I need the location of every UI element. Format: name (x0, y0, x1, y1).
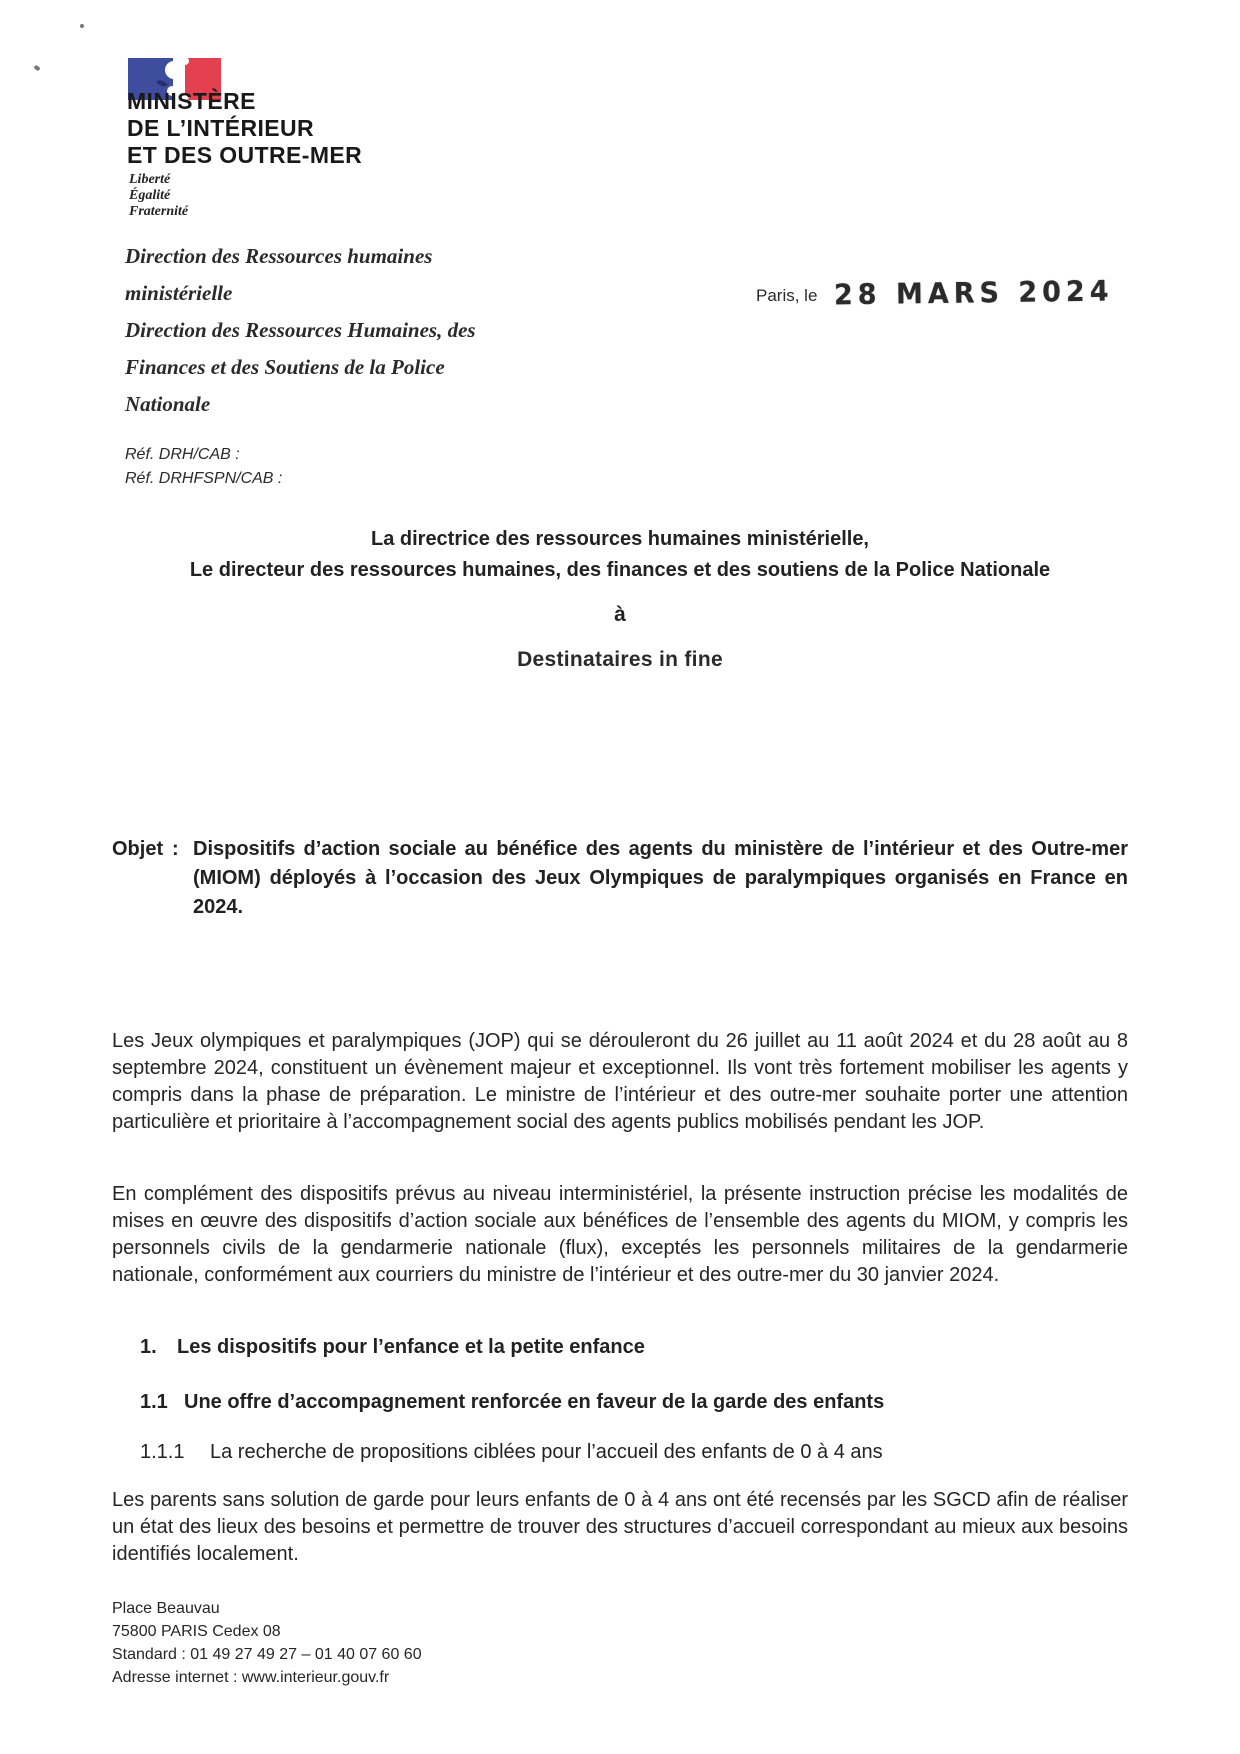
heading-1-1-text: Une offre d’accompagnement renforcée en faveur de la garde des enfants (184, 1391, 885, 1413)
letterhead-footer (112, 1597, 422, 1689)
subject-block (112, 835, 1128, 922)
direction-line: Direction des Ressources humaines (125, 244, 433, 268)
ministry-title-line: MINISTÈRE (127, 88, 256, 114)
date-stamp: 28 MARS 2024 (833, 275, 1114, 312)
place-date-label: Paris, le (756, 286, 818, 305)
scan-artifact-dot (80, 24, 84, 28)
direction-line: Nationale (125, 392, 211, 416)
footer-phone-line: Standard : 01 49 27 49 27 – 01 40 07 60 60 (112, 1646, 422, 1663)
sender-titles (112, 524, 1128, 586)
subject-label (112, 835, 193, 922)
scan-artifact-dot (33, 65, 40, 72)
footer-address-line: 75800 PARIS Cedex 08 (112, 1623, 281, 1640)
motto-line: Égalité (129, 188, 171, 203)
sender-title-line: Le directeur des ressources humaines, des finances et des soutiens de la Police Nationale (189, 559, 1051, 581)
body-paragraph-2: En complément des dispositifs prévus au niveau interministériel, la présente instruction précise les modalités de mises en œuvre des dispositifs d’action sociale aux bénéfices de l’ensemble des agents du MIOM, y compris les personnels civils de la gendarmerie nationale (flux), exceptés les personnels militaires de la gendarmerie nationale, conformément aux courriers du ministre de l’intérieur et des outre-mer du 30 janvier 2024. (112, 1183, 1128, 1286)
subject-text: Dispositifs d’action sociale au bénéfice des agents du ministère de l’intérieur et des Outre-mer (MIOM) déployés à l’occasion des Jeux Olympiques de paralympiques organisés en France en 2024. (193, 838, 1128, 918)
body-paragraph-1: Les Jeux olympiques et paralympiques (JOP) qui se dérouleront du 26 juillet au 11 août 2024 et du 28 août au 8 septembre 2024, constituent un évènement majeur et exceptionnel. Ils vont très fortement mobiliser les agents y compris dans la phase de préparation. Le ministre de l’intérieur et des outre-mer souhaite porter une attention particulière et prioritaire à l’accompagnement social des agents publics mobilisés pendant les JOP. (112, 1030, 1128, 1133)
reference-line: Réf. DRHFSPN/CAB : (125, 470, 283, 487)
reference-block (125, 443, 282, 491)
heading-1-text: Les dispositifs pour l’enfance et la petite enfance (177, 1336, 645, 1358)
issuing-directions (125, 238, 476, 423)
heading-1-1-1 (140, 1441, 1130, 1464)
direction-line: ministérielle (125, 281, 233, 305)
addressee-connector: à (614, 603, 626, 626)
sender-title-line: La directrice des ressources humaines ministérielle, (370, 528, 869, 550)
ministry-title-line: DE L’INTÉRIEUR (127, 115, 315, 141)
footer-website-line: Adresse internet : www.interieur.gouv.fr (112, 1669, 390, 1686)
heading-1-1-1-text: La recherche de propositions ciblées pour l’accueil des enfants de 0 à 4 ans (210, 1441, 883, 1463)
direction-line: Finances et des Soutiens de la Police (125, 355, 445, 379)
recipients-line: Destinataires in fine (517, 648, 723, 671)
heading-1-1-number: 1.1 (140, 1391, 168, 1413)
heading-1 (140, 1336, 1130, 1359)
direction-line: Direction des Ressources Humaines, des (125, 318, 476, 342)
motto-line: Liberté (129, 172, 171, 187)
heading-1-number: 1. (140, 1336, 157, 1358)
heading-1-1 (140, 1391, 1130, 1414)
heading-1-1-1-number: 1.1.1 (140, 1441, 185, 1463)
ministry-title-line: ET DES OUTRE-MER (127, 142, 363, 168)
republic-motto (129, 172, 188, 220)
reference-line: Réf. DRH/CAB : (125, 446, 240, 463)
footer-address-line: Place Beauvau (112, 1600, 220, 1617)
ministry-title (127, 88, 362, 169)
motto-line: Fraternité (129, 204, 189, 219)
subject-label-colon: : (172, 838, 179, 860)
body-paragraph-3: Les parents sans solution de garde pour leurs enfants de 0 à 4 ans ont été recensés par les SGCD afin de réaliser un état des lieux des besoins et permettre de trouver des structures d’accueil correspondant au mieux aux besoins identifiés localement. (112, 1489, 1128, 1565)
subject-label-text: Objet (112, 838, 164, 860)
